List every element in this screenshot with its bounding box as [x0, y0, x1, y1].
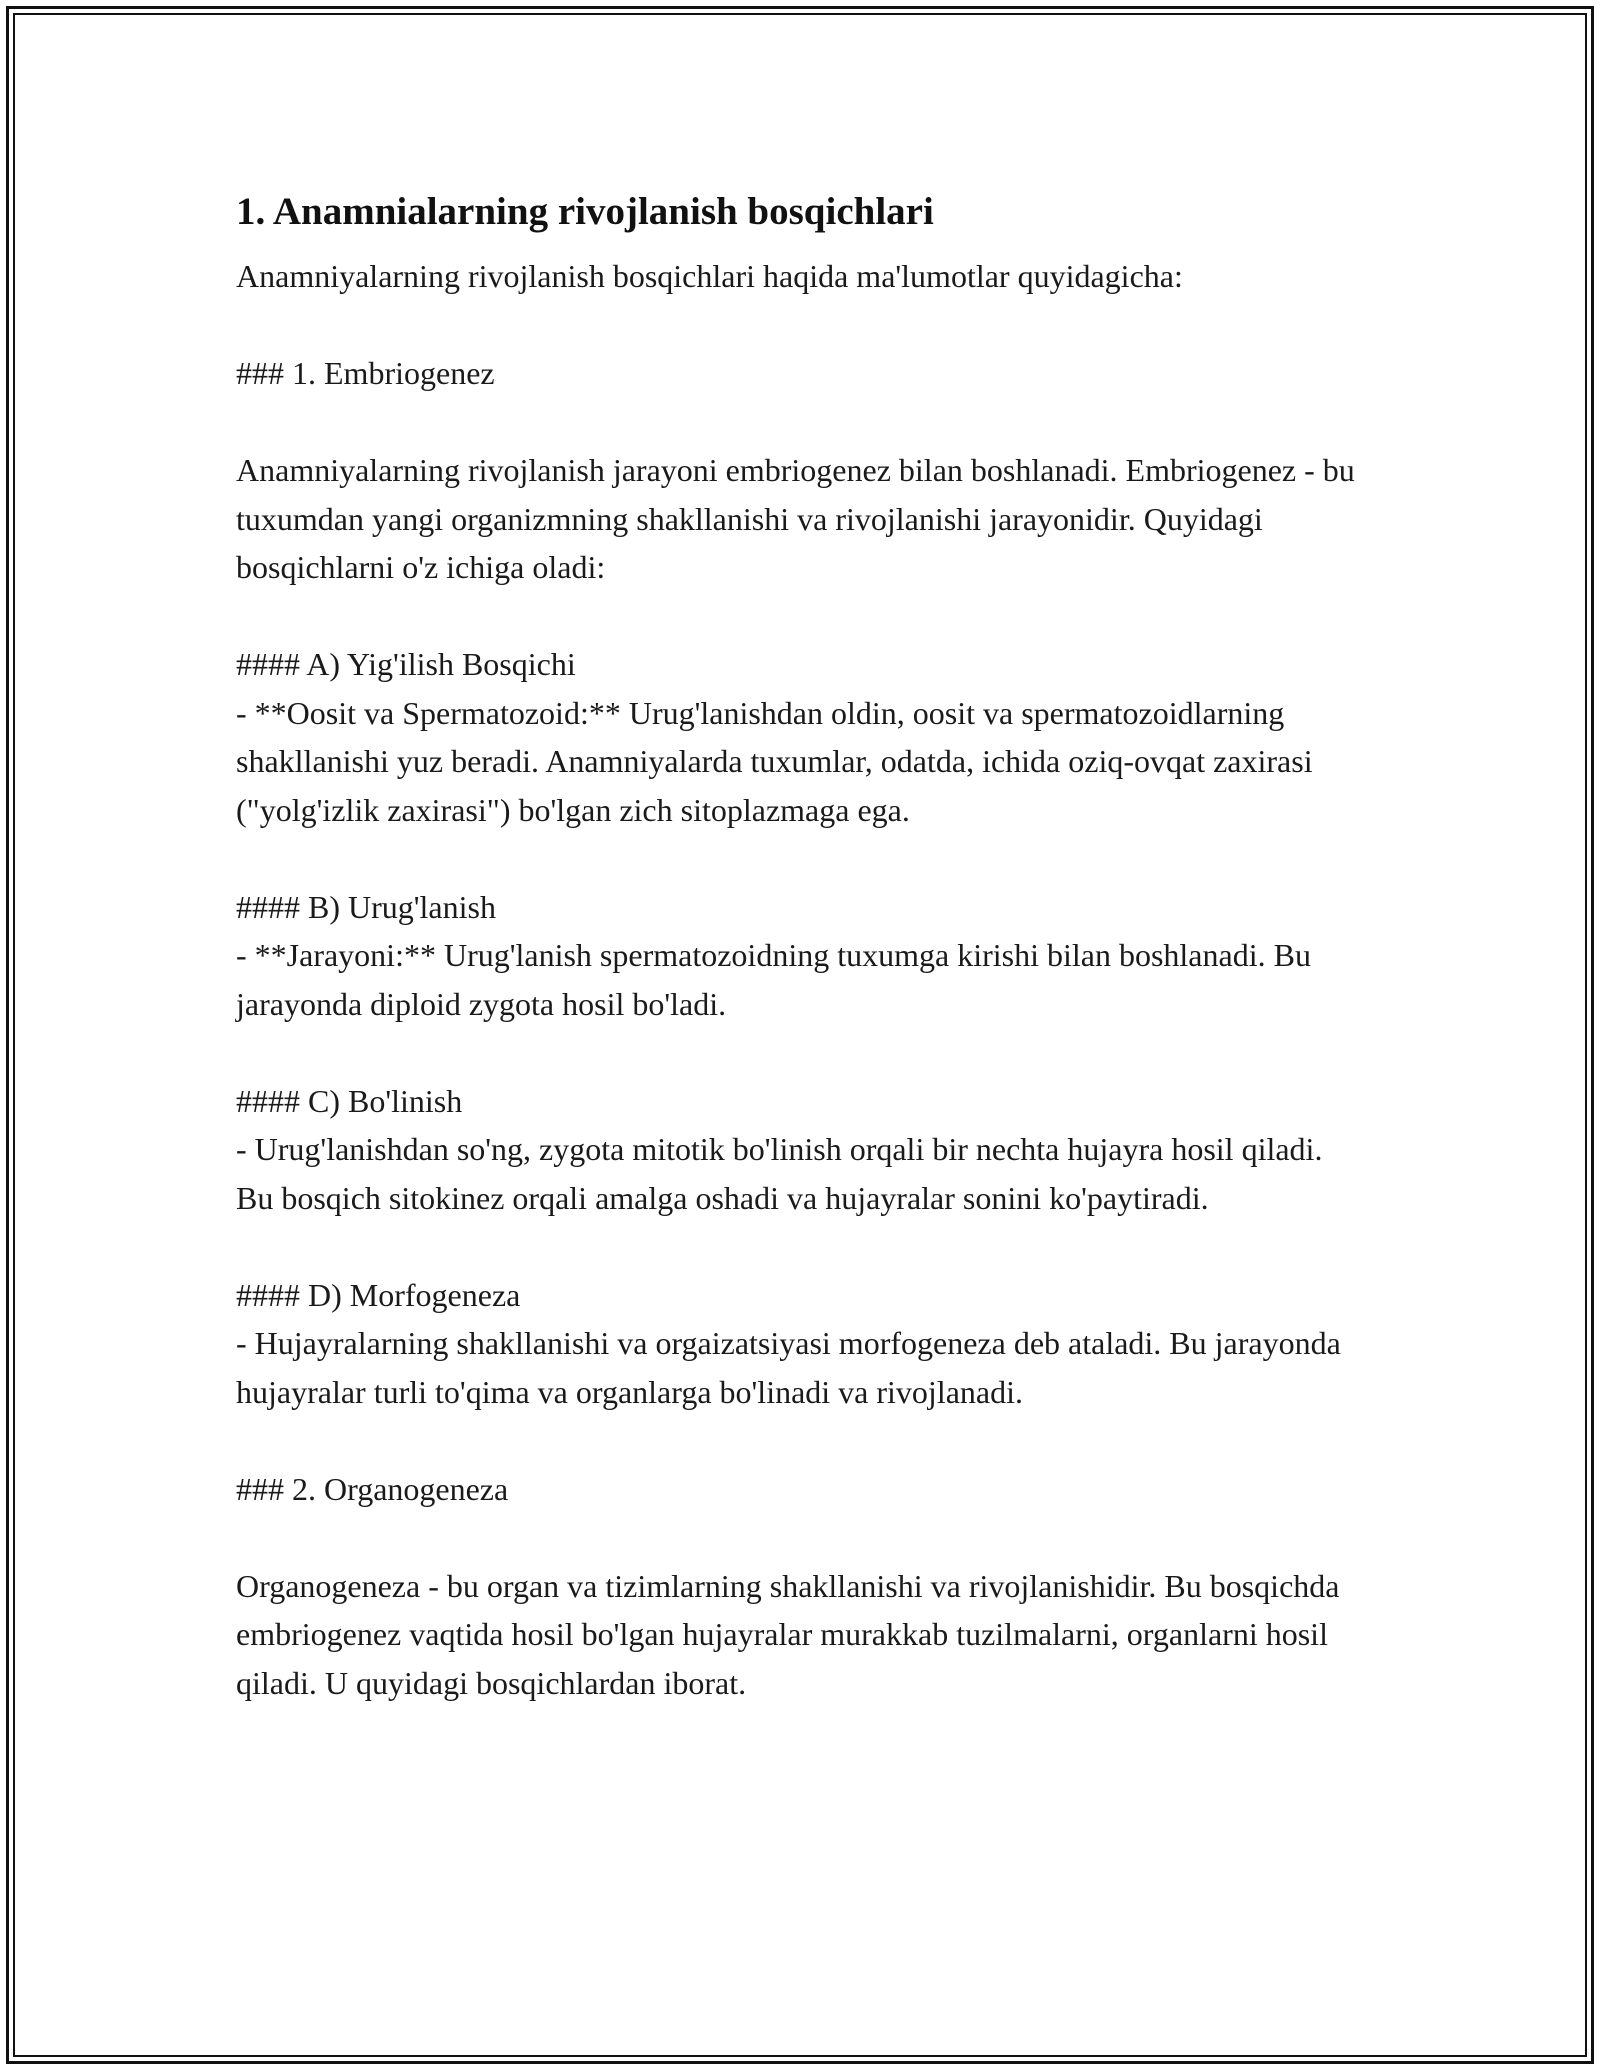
- subsection-uruglanish: #### B) Urug'lanish - **Jarayoni:** Urug'lanish spermatozoidning tuxumga kirishi bilan boshlanadi. Bu jarayonda diploid zygota hosil bo'ladi.: [236, 888, 1311, 1022]
- organogeneza-paragraph: Organogeneza - bu organ va tizimlarning shakllanishi va rivojlanishidir. Bu bosqichda embriogenez vaqtida hosil bo'lgan hujayralar murakkab tuzilmalarni, organlarni hosil qiladi. U quyidagi bosqichlardan iborat.: [236, 1567, 1340, 1701]
- intro-paragraph: Anamniyalarning rivojlanish bosqichlari haqida ma'lumotlar quyidagicha:: [236, 258, 1183, 294]
- document-title: 1. Anamnialarning rivojlanish bosqichlari: [236, 190, 934, 233]
- document-body: [236, 184, 1366, 1707]
- subsection-morfogeneza: #### D) Morfogeneza - Hujayralarning shakllanishi va orgaizatsiyasi morfogeneza deb ataladi. Bu jarayonda hujayralar turli to'qima va organlarga bo'linadi va rivojlanadi.: [236, 1276, 1341, 1410]
- section-heading-organogeneza: ### 2. Organogeneza: [236, 1470, 509, 1507]
- subsection-bolinish: #### C) Bo'linish - Urug'lanishdan so'ng, zygota mitotik bo'linish orqali bir nechta hujayra hosil qiladi. Bu bosqich sitokinez orqali amalga oshadi va hujayralar sonini ko'paytiradi.: [236, 1082, 1323, 1216]
- embriogenez-paragraph: Anamniyalarning rivojlanish jarayoni embriogenez bilan boshlanadi. Embriogenez - bu tuxumdan yangi organizmning shakllanishi va rivojlanishi jarayonidir. Quyidagi bosqichlarni o'z ichiga oladi:: [236, 452, 1355, 585]
- subsection-yigilish: #### A) Yig'ilish Bosqichi - **Oosit va Spermatozoid:** Urug'lanishdan oldin, oosit va spermatozoidlarning shakllanishi yuz beradi. Anamniyalarda tuxumlar, odatda, ichida oziq-ovqat zaxirasi ("yolg'izlik zaxirasi") bo'lgan zich sitoplazmaga ega.: [236, 646, 1313, 828]
- section-heading-embriogenez: ### 1. Embriogenez: [236, 355, 495, 391]
